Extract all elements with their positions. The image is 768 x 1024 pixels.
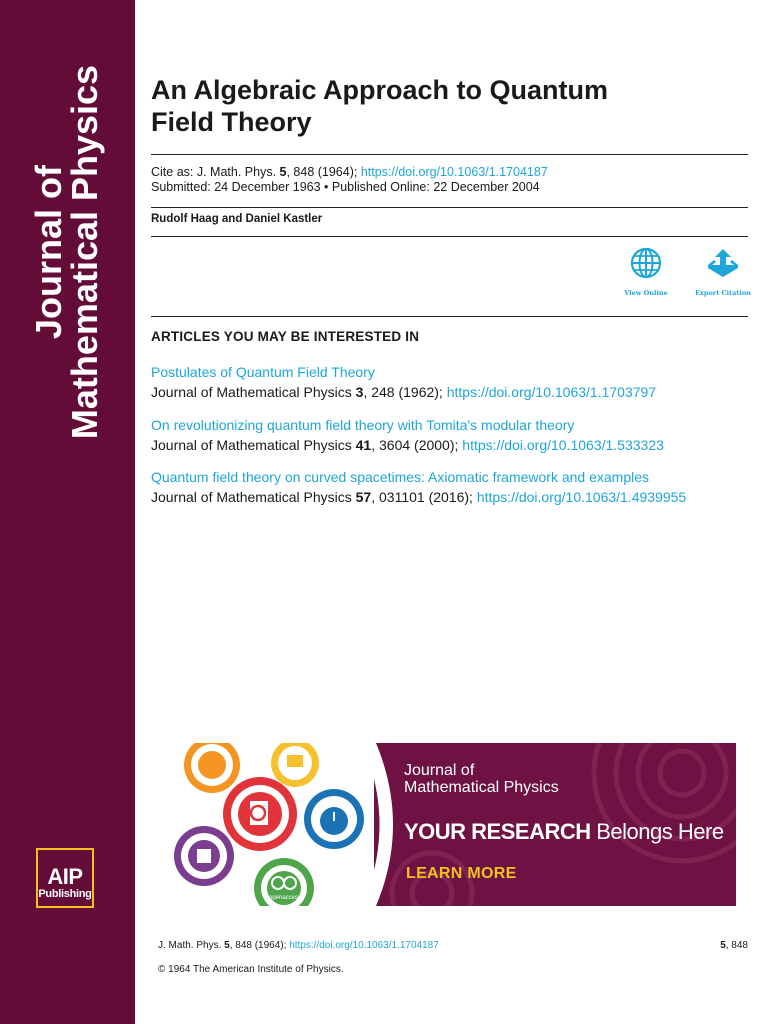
journal-sidebar bbox=[0, 0, 135, 1024]
export-citation-label: Export Citation bbox=[695, 289, 751, 297]
globe-topic-icon bbox=[184, 743, 240, 793]
citation-line: Cite as: J. Math. Phys. 5, 848 (1964); https://doi.org/10.1063/1.1704187 bbox=[151, 165, 548, 179]
view-online-button[interactable] bbox=[611, 246, 681, 297]
related-article bbox=[151, 467, 751, 507]
related-article-title-link[interactable]: Postulates of Quantum Field Theory bbox=[151, 364, 375, 380]
research-topic-icon bbox=[223, 777, 297, 851]
logo-aip-text: AIP bbox=[47, 864, 83, 889]
logo-publishing-text: Publishing bbox=[38, 888, 92, 900]
chart-topic-icon bbox=[271, 743, 319, 787]
ad-tagline: YOUR RESEARCH Belongs Here bbox=[404, 819, 724, 844]
journal-name-vertical: Journal of Mathematical Physics bbox=[28, 64, 105, 440]
related-doi-link[interactable]: https://doi.org/10.1063/1.533323 bbox=[462, 437, 664, 453]
view-online-label: View Online bbox=[624, 289, 668, 297]
related-doi-link[interactable]: https://doi.org/10.1063/1.1703797 bbox=[446, 384, 657, 400]
footer-doi-link[interactable]: https://doi.org/10.1063/1.1704187 bbox=[289, 940, 439, 951]
related-articles-heading: ARTICLES YOU MAY BE INTERESTED IN bbox=[151, 329, 420, 344]
related-article-title-link[interactable]: Quantum field theory on curved spacetimes: Axiomatic framework and examples bbox=[151, 469, 650, 485]
copyright: © 1964 The American Institute of Physics. bbox=[158, 964, 344, 975]
stopwatch-topic-icon bbox=[304, 789, 364, 849]
related-article bbox=[151, 362, 751, 402]
divider bbox=[151, 207, 748, 208]
related-article-citation: Journal of Mathematical Physics 3, 248 (1962); https://doi.org/10.1063/1.1703797 bbox=[151, 384, 657, 400]
footer-citation: J. Math. Phys. 5, 848 (1964); https://doi.org/10.1063/1.1704187 bbox=[158, 940, 439, 951]
footer-page-number: 5, 848 bbox=[720, 940, 748, 951]
related-article bbox=[151, 415, 751, 455]
ad-journal-title: Journal of Mathematical Physics bbox=[404, 762, 559, 796]
divider bbox=[151, 316, 748, 317]
related-article-title-link[interactable]: On revolutionizing quantum field theory with Tomita's modular theory bbox=[151, 417, 575, 433]
divider bbox=[151, 154, 748, 155]
journal-ad-banner[interactable] bbox=[162, 743, 736, 906]
article-title: An Algebraic Approach to Quantum Field Theory bbox=[151, 75, 609, 137]
learn-more-button[interactable]: LEARN MORE bbox=[406, 865, 517, 882]
aip-publishing-logo[interactable] bbox=[36, 848, 94, 908]
people-topic-icon bbox=[174, 826, 234, 886]
divider bbox=[151, 236, 748, 237]
dates-line: Submitted: 24 December 1963 • Published Online: 22 December 2004 bbox=[151, 180, 540, 194]
related-doi-link[interactable]: https://doi.org/10.1063/1.4939955 bbox=[476, 489, 687, 505]
doi-link[interactable]: https://doi.org/10.1063/1.1704187 bbox=[360, 165, 548, 179]
authors: Rudolf Haag and Daniel Kastler bbox=[151, 213, 323, 225]
export-citation-button[interactable] bbox=[688, 246, 758, 297]
openaccess-label: openaccess bbox=[269, 895, 302, 901]
globe-icon bbox=[629, 246, 663, 280]
related-article-citation: Journal of Mathematical Physics 41, 3604 (2000); https://doi.org/10.1063/1.533323 bbox=[151, 437, 664, 453]
export-icon bbox=[704, 246, 742, 280]
related-article-citation: Journal of Mathematical Physics 57, 031101 (2016); https://doi.org/10.1063/1.4939955 bbox=[151, 489, 687, 505]
